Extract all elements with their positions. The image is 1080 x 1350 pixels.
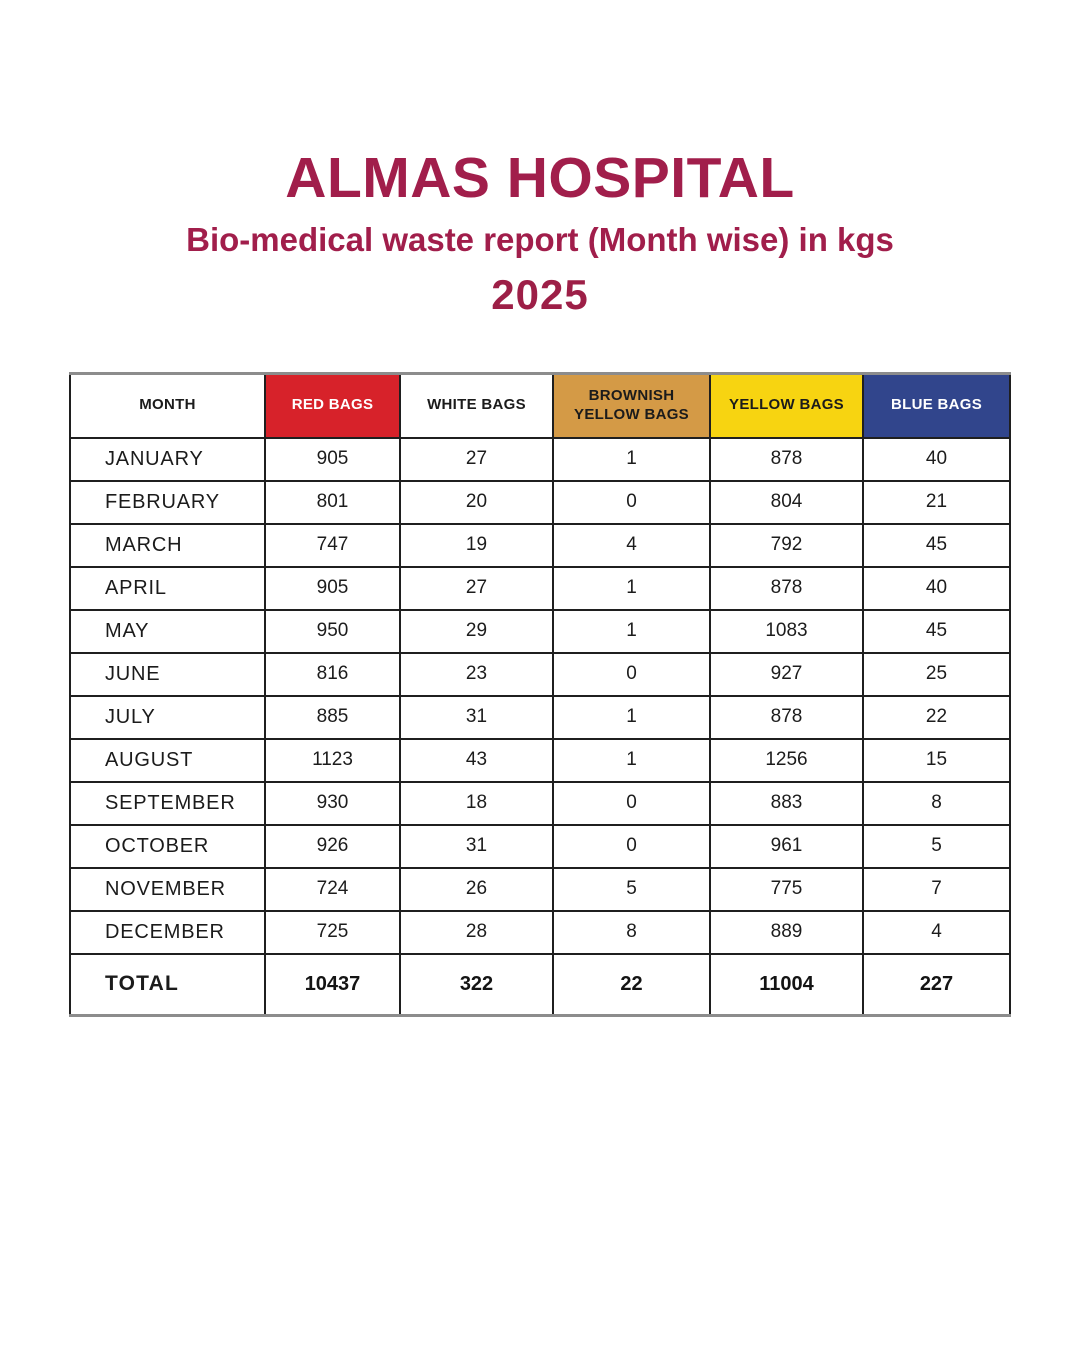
value-cell-white: 31 <box>400 696 553 739</box>
value-cell-brownish: 5 <box>553 868 710 911</box>
value-cell-white: 29 <box>400 610 553 653</box>
total-value-cell-brownish: 22 <box>553 954 710 1016</box>
value-cell-red: 724 <box>265 868 400 911</box>
column-header-month: MONTH <box>70 374 265 438</box>
month-cell: SEPTEMBER <box>70 782 265 825</box>
value-cell-blue: 8 <box>863 782 1010 825</box>
value-cell-brownish: 4 <box>553 524 710 567</box>
value-cell-brownish: 0 <box>553 653 710 696</box>
value-cell-blue: 45 <box>863 610 1010 653</box>
value-cell-blue: 40 <box>863 438 1010 481</box>
value-cell-blue: 5 <box>863 825 1010 868</box>
value-cell-yellow: 961 <box>710 825 863 868</box>
table-row <box>70 438 1010 481</box>
value-cell-white: 43 <box>400 739 553 782</box>
value-cell-red: 950 <box>265 610 400 653</box>
value-cell-blue: 22 <box>863 696 1010 739</box>
table-row <box>70 567 1010 610</box>
value-cell-white: 31 <box>400 825 553 868</box>
month-cell: JULY <box>70 696 265 739</box>
value-cell-blue: 45 <box>863 524 1010 567</box>
value-cell-brownish: 8 <box>553 911 710 954</box>
value-cell-yellow: 775 <box>710 868 863 911</box>
column-header-brownish: BROWNISH YELLOW BAGS <box>553 374 710 438</box>
month-cell: NOVEMBER <box>70 868 265 911</box>
value-cell-brownish: 0 <box>553 825 710 868</box>
value-cell-brownish: 1 <box>553 567 710 610</box>
value-cell-white: 23 <box>400 653 553 696</box>
value-cell-brownish: 1 <box>553 696 710 739</box>
value-cell-white: 27 <box>400 438 553 481</box>
report-subtitle: Bio-medical waste report (Month wise) in kgs <box>186 221 894 258</box>
total-value-cell-blue: 227 <box>863 954 1010 1016</box>
value-cell-yellow: 889 <box>710 911 863 954</box>
total-label-cell: TOTAL <box>70 954 265 1016</box>
table-row <box>70 696 1010 739</box>
total-value-cell-yellow: 11004 <box>710 954 863 1016</box>
table-header-row <box>70 374 1010 438</box>
value-cell-blue: 40 <box>863 567 1010 610</box>
month-cell: FEBRUARY <box>70 481 265 524</box>
table-row <box>70 739 1010 782</box>
column-header-white: WHITE BAGS <box>400 374 553 438</box>
month-cell: DECEMBER <box>70 911 265 954</box>
value-cell-blue: 15 <box>863 739 1010 782</box>
month-cell: MARCH <box>70 524 265 567</box>
table-row <box>70 868 1010 911</box>
value-cell-yellow: 1083 <box>710 610 863 653</box>
value-cell-yellow: 878 <box>710 696 863 739</box>
value-cell-white: 18 <box>400 782 553 825</box>
value-cell-red: 747 <box>265 524 400 567</box>
table-row <box>70 653 1010 696</box>
report-year: 2025 <box>491 271 589 318</box>
value-cell-white: 26 <box>400 868 553 911</box>
table-row <box>70 911 1010 954</box>
value-cell-white: 19 <box>400 524 553 567</box>
biomedical-waste-table <box>69 372 1011 1017</box>
month-cell: AUGUST <box>70 739 265 782</box>
value-cell-red: 926 <box>265 825 400 868</box>
table-total-row <box>70 954 1010 1016</box>
value-cell-red: 905 <box>265 567 400 610</box>
value-cell-red: 905 <box>265 438 400 481</box>
month-cell: OCTOBER <box>70 825 265 868</box>
value-cell-yellow: 1256 <box>710 739 863 782</box>
value-cell-white: 28 <box>400 911 553 954</box>
column-header-yellow: YELLOW BAGS <box>710 374 863 438</box>
value-cell-brownish: 0 <box>553 782 710 825</box>
value-cell-brownish: 1 <box>553 610 710 653</box>
table-row <box>70 782 1010 825</box>
value-cell-yellow: 927 <box>710 653 863 696</box>
month-cell: JUNE <box>70 653 265 696</box>
value-cell-yellow: 878 <box>710 438 863 481</box>
value-cell-blue: 25 <box>863 653 1010 696</box>
value-cell-yellow: 878 <box>710 567 863 610</box>
value-cell-yellow: 883 <box>710 782 863 825</box>
column-header-red: RED BAGS <box>265 374 400 438</box>
value-cell-red: 816 <box>265 653 400 696</box>
value-cell-brownish: 1 <box>553 739 710 782</box>
value-cell-blue: 4 <box>863 911 1010 954</box>
month-cell: APRIL <box>70 567 265 610</box>
value-cell-red: 1123 <box>265 739 400 782</box>
value-cell-blue: 7 <box>863 868 1010 911</box>
value-cell-yellow: 804 <box>710 481 863 524</box>
month-cell: MAY <box>70 610 265 653</box>
column-header-blue: BLUE BAGS <box>863 374 1010 438</box>
value-cell-red: 725 <box>265 911 400 954</box>
value-cell-brownish: 0 <box>553 481 710 524</box>
value-cell-red: 801 <box>265 481 400 524</box>
value-cell-red: 885 <box>265 696 400 739</box>
table-row <box>70 524 1010 567</box>
table-row <box>70 825 1010 868</box>
month-cell: JANUARY <box>70 438 265 481</box>
hospital-title: ALMAS HOSPITAL <box>285 146 795 210</box>
value-cell-white: 27 <box>400 567 553 610</box>
report-header <box>0 0 1080 316</box>
value-cell-brownish: 1 <box>553 438 710 481</box>
value-cell-blue: 21 <box>863 481 1010 524</box>
value-cell-yellow: 792 <box>710 524 863 567</box>
value-cell-white: 20 <box>400 481 553 524</box>
total-value-cell-white: 322 <box>400 954 553 1016</box>
table-row <box>70 610 1010 653</box>
total-value-cell-red: 10437 <box>265 954 400 1016</box>
table-row <box>70 481 1010 524</box>
value-cell-red: 930 <box>265 782 400 825</box>
